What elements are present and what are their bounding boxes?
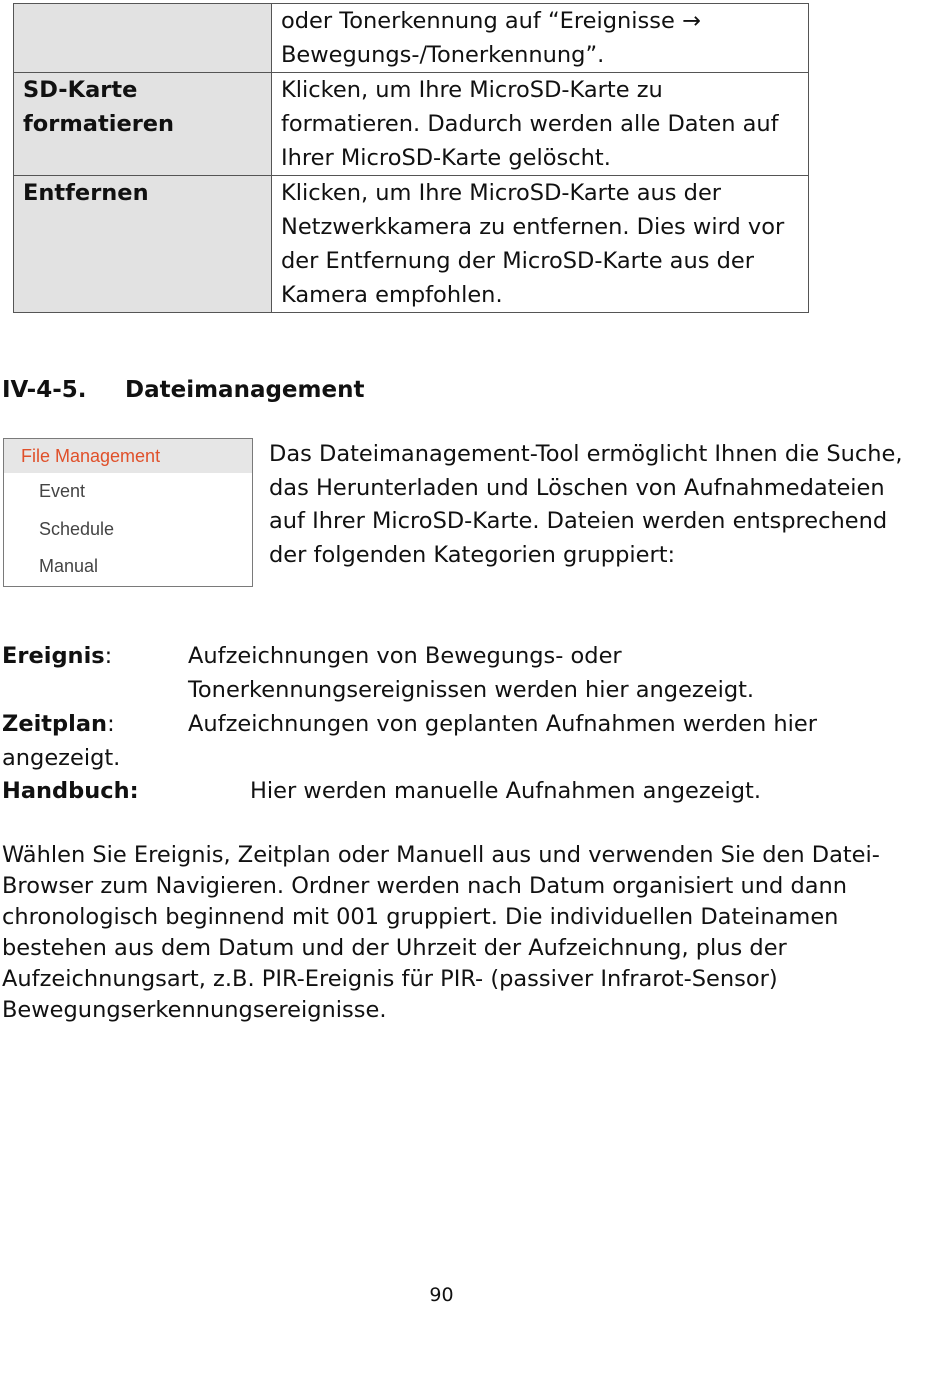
table-key: SD-Karte formatieren xyxy=(14,73,272,176)
definition-text-manual: Hier werden manuelle Aufnahmen angezeigt. xyxy=(250,778,762,804)
table-value: oder Tonerkennung auf “Ereignisse → Bewegungs-/Tonerkennung”. xyxy=(272,4,809,73)
page-number: 90 xyxy=(429,1284,454,1306)
definition-text-event: Aufzeichnungen von Bewegungs- oder Tonerkennungsereignissen werden hier angezeigt. xyxy=(188,643,755,703)
table-row xyxy=(14,73,809,176)
definition-text-schedule: Aufzeichnungen von geplanten Aufnahmen werden hier xyxy=(188,711,818,737)
definition-text-schedule-continuation: angezeigt. xyxy=(2,745,121,771)
section-heading xyxy=(2,373,364,407)
intro-text: Das Dateimanagement-Tool ermöglicht Ihnen die Suche, das Herunterladen und Löschen von Aufnahmedateien auf Ihrer MicroSD-Karte. Dateien werden entsprechend der folgenden Kategorien gruppiert: xyxy=(269,441,903,568)
settings-table xyxy=(13,3,809,313)
file-management-menu xyxy=(3,438,253,587)
section-title: Dateimanagement xyxy=(125,377,365,403)
body-paragraph: Wählen Sie Ereignis, Zeitplan oder Manuell aus und verwenden Sie den Datei-Browser zum Navigieren. Ordner werden nach Datum organisiert und dann chronologisch beginnend mit 001 gruppiert. Die individuellen Dateinamen bestehen aus dem Datum und der Uhrzeit der Aufzeichnung, plus der Aufzeichnungsart, z.B. PIR-Ereignis für PIR- (passiver Infrarot-Sensor) Bewegungserkennungsereignisse. xyxy=(2,842,880,1023)
table-row xyxy=(14,176,809,313)
definition-label-schedule: Zeitplan: xyxy=(2,711,115,737)
menu-item-event[interactable]: Event xyxy=(39,481,86,501)
definition-label-event: Ereignis: xyxy=(2,643,113,669)
table-row xyxy=(14,4,809,73)
menu-title-file-management[interactable]: File Management xyxy=(4,439,252,473)
table-value: Klicken, um Ihre MicroSD-Karte aus der Netzwerkkamera zu entfernen. Dies wird vor der Entfernung der MicroSD-Karte aus der Kamera empfohlen. xyxy=(272,176,809,313)
section-number: IV-4-5. xyxy=(2,377,87,403)
table-key: Entfernen xyxy=(14,176,272,313)
menu-item-schedule[interactable]: Schedule xyxy=(39,518,115,539)
table-key xyxy=(14,4,272,73)
menu-item-manual[interactable]: Manual xyxy=(39,556,99,576)
definition-label-manual: Handbuch: xyxy=(2,778,139,804)
table-value: Klicken, um Ihre MicroSD-Karte zu formatieren. Dadurch werden alle Daten auf Ihrer MicroSD-Karte gelöscht. xyxy=(272,73,809,176)
